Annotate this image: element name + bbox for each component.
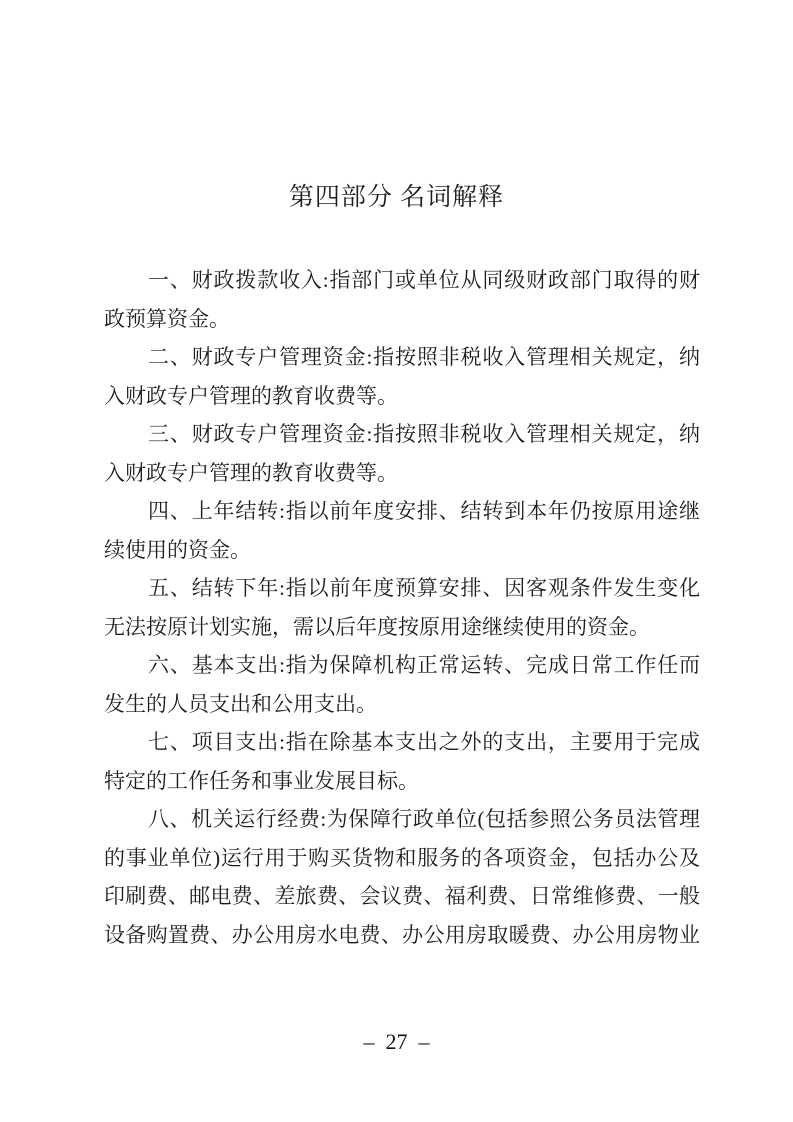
paragraph — [104, 338, 700, 415]
paragraph — [104, 261, 700, 338]
text-line: 的事业单位)运行用于购买货物和服务的各项资金，包括办公及 — [104, 845, 700, 870]
text-line: 发生的人员支出和公用支出。 — [104, 691, 377, 716]
body-text — [104, 261, 700, 954]
text-line: 入财政专户管理的教育收费等。 — [104, 383, 398, 408]
text-line: 政预算资金。 — [104, 306, 230, 331]
text-line: 印刷费、邮电费、差旅费、会议费、福利费、日常维修费、一般 — [104, 884, 700, 908]
text-line: 七、项目支出:指在除基本支出之外的支出，主要用于完成 — [148, 730, 700, 754]
text-line: 五、结转下年:指以前年度预算安排、因客观条件发生变化 — [148, 576, 700, 600]
page-title: 第四部分 名词解释 — [288, 184, 505, 211]
paragraph — [104, 415, 700, 492]
text-line: 六、基本支出:指为保障机构正常运转、完成日常工作任而 — [148, 653, 700, 677]
text-line: 设备购置费、办公用房水电费、办公用房取暖费、办公用房物业 — [104, 922, 700, 947]
paragraph — [104, 492, 700, 569]
text-line: 三、财政专户管理资金:指按照非税收入管理相关规定，纳 — [148, 422, 700, 446]
text-line: 续使用的资金。 — [104, 537, 251, 562]
text-line: 无法按原计划实施，需以后年度按原用途继续使用的资金。 — [104, 614, 650, 639]
page-number: – 27 – — [363, 1029, 430, 1054]
text-line: 一、财政拨款收入:指部门或单位从同级财政部门取得的财 — [148, 268, 700, 292]
text-line: 入财政专户管理的教育收费等。 — [104, 460, 398, 485]
paragraph — [104, 569, 700, 646]
text-line: 四、上年结转:指以前年度安排、结转到本年仍按原用途继 — [148, 499, 700, 523]
text-line: 二、财政专户管理资金:指按照非税收入管理相关规定，纳 — [148, 345, 700, 369]
paragraph — [104, 723, 700, 800]
paragraph — [104, 646, 700, 723]
paragraph — [104, 800, 700, 954]
text-line: 八、机关运行经费:为保障行政单位(包括参照公务员法管理 — [148, 807, 700, 831]
text-line: 特定的工作任务和事业发展目标。 — [104, 768, 419, 793]
